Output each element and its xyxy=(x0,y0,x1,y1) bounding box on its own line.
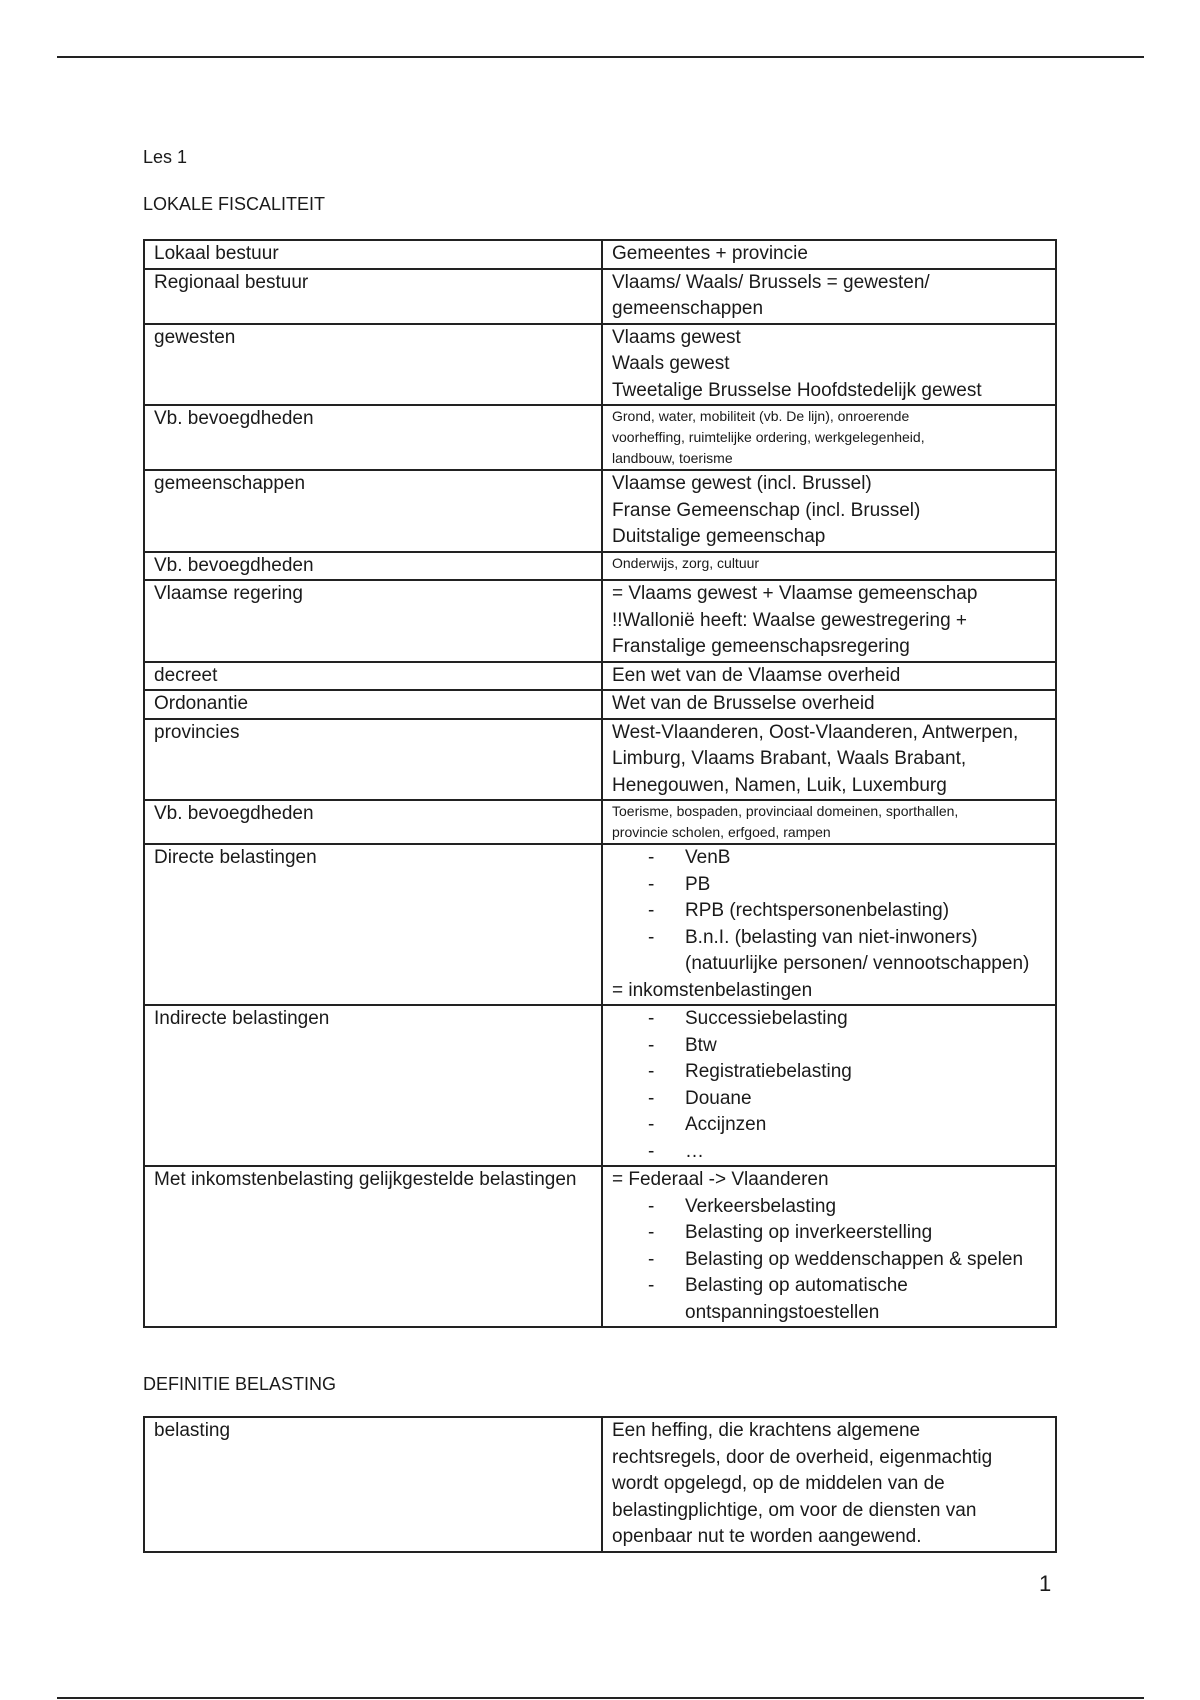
terms-table xyxy=(143,239,1057,1328)
term-cell: Vb. bevoegdheden xyxy=(144,405,602,470)
section-title-definition: DEFINITIE BELASTING xyxy=(143,1374,337,1394)
term-cell: Regionaal bestuur xyxy=(144,269,602,324)
term-cell: provincies xyxy=(144,719,602,801)
table-row xyxy=(144,240,1056,269)
list-item: - PB xyxy=(612,872,1046,899)
table-row xyxy=(144,844,1056,1005)
term-cell: Vb. bevoegdheden xyxy=(144,552,602,581)
list-item: - B.n.I. (belasting van niet-inwoners) (natuurlijke personen/ vennootschappen) xyxy=(612,925,1046,978)
description-cell xyxy=(602,690,1056,719)
cell-line: belastingplichtige, om voor de diensten van xyxy=(612,1499,977,1521)
term-cell: belasting xyxy=(144,1417,602,1552)
table-row xyxy=(144,719,1056,801)
table-row xyxy=(144,405,1056,470)
term-cell: gemeenschappen xyxy=(144,470,602,552)
cell-line: rechtsregels, door de overheid, eigenmachtig xyxy=(612,1446,993,1468)
cell-line: West-Vlaanderen, Oost-Vlaanderen, Antwerpen, xyxy=(612,721,1019,743)
table-row xyxy=(144,324,1056,406)
cell-line: landbouw, toerisme xyxy=(612,450,733,466)
cell-line: Een wet van de Vlaamse overheid xyxy=(612,664,901,686)
top-rule xyxy=(57,56,1144,58)
list-item: - Belasting op weddenschappen & spelen xyxy=(612,1247,1046,1274)
list-item: - Verkeersbelasting xyxy=(612,1194,1046,1221)
list-item: - Belasting op automatische ontspanningstoestellen xyxy=(612,1273,1046,1326)
bottom-rule xyxy=(57,1697,1144,1699)
definition-cell xyxy=(602,1417,1056,1552)
table-row xyxy=(144,690,1056,719)
term-cell: Met inkomstenbelasting gelijkgestelde belastingen xyxy=(144,1166,602,1327)
cell-line: Wet van de Brusselse overheid xyxy=(612,693,875,714)
cell-line: = Federaal -> Vlaanderen xyxy=(612,1169,829,1190)
list-item: - Belasting op inverkeerstelling xyxy=(612,1220,1046,1247)
bullet-list xyxy=(612,845,1046,978)
cell-line: = inkomstenbelastingen xyxy=(612,979,813,1001)
cell-line: !!Wallonië heeft: Waalse gewestregering + xyxy=(612,609,968,631)
table-row xyxy=(144,470,1056,552)
description-cell xyxy=(602,324,1056,406)
table-row xyxy=(144,1417,1056,1552)
term-cell: gewesten xyxy=(144,324,602,406)
list-item: - … xyxy=(612,1139,1046,1166)
cell-line: voorheffing, ruimtelijke ordering, werkgelegenheid, xyxy=(612,429,925,445)
table-row xyxy=(144,580,1056,662)
cell-line: Vlaams/ Waals/ Brussels = gewesten/ xyxy=(612,271,930,293)
term-cell: Ordonantie xyxy=(144,690,602,719)
cell-line: Limburg, Vlaams Brabant, Waals Brabant, xyxy=(612,748,967,769)
list-item: - Registratiebelasting xyxy=(612,1059,1046,1086)
term-cell: Lokaal bestuur xyxy=(144,240,602,269)
description-cell xyxy=(602,470,1056,552)
cell-line: Grond, water, mobiliteit (vb. De lijn), onroerende xyxy=(612,408,910,424)
table-row xyxy=(144,662,1056,691)
term-cell: Indirecte belastingen xyxy=(144,1005,602,1166)
table-row xyxy=(144,269,1056,324)
cell-line: Franse Gemeenschap (incl. Brussel) xyxy=(612,499,921,521)
cell-line: Duitstalige gemeenschap xyxy=(612,526,826,547)
term-cell: Vb. bevoegdheden xyxy=(144,800,602,844)
list-item: - Accijnzen xyxy=(612,1112,1046,1139)
bullet-list xyxy=(612,1194,1046,1327)
cell-line: provincie scholen, erfgoed, rampen xyxy=(612,824,831,840)
cell-line: openbaar nut te worden aangewend. xyxy=(612,1526,922,1547)
description-cell xyxy=(602,844,1056,1005)
term-cell: Directe belastingen xyxy=(144,844,602,1005)
description-cell xyxy=(602,269,1056,324)
table-row xyxy=(144,1166,1056,1327)
cell-line: Waals gewest xyxy=(612,353,730,374)
list-item: - Douane xyxy=(612,1086,1046,1113)
description-cell xyxy=(602,405,1056,470)
cell-line: Henegouwen, Namen, Luik, Luxemburg xyxy=(612,774,947,796)
table-row xyxy=(144,800,1056,844)
cell-line: = Vlaams gewest + Vlaamse gemeenschap xyxy=(612,583,978,604)
definition-table xyxy=(143,1416,1057,1553)
list-item: - Successiebelasting xyxy=(612,1006,1046,1033)
description-cell xyxy=(602,662,1056,691)
description-cell xyxy=(602,580,1056,662)
page-number: 1 xyxy=(1039,1571,1052,1596)
table-row xyxy=(144,1005,1056,1166)
cell-line: Vlaams gewest xyxy=(612,326,741,348)
description-cell xyxy=(602,240,1056,269)
cell-line: Vlaamse gewest (incl. Brussel) xyxy=(612,473,872,494)
term-cell: Vlaamse regering xyxy=(144,580,602,662)
list-item: - RPB (rechtspersonenbelasting) xyxy=(612,898,1046,925)
bullet-list xyxy=(612,1006,1046,1165)
term-cell: decreet xyxy=(144,662,602,691)
cell-line: Franstalige gemeenschapsregering xyxy=(612,636,910,657)
cell-line: Tweetalige Brusselse Hoofdstedelijk gewest xyxy=(612,379,982,401)
cell-line: Een heffing, die krachtens algemene xyxy=(612,1420,921,1441)
cell-line: gemeenschappen xyxy=(612,298,764,319)
section-title: LOKALE FISCALITEIT xyxy=(143,194,326,214)
description-cell xyxy=(602,552,1056,581)
lesson-label: Les 1 xyxy=(143,147,188,167)
cell-line: Gemeentes + provincie xyxy=(612,243,808,264)
cell-line: Onderwijs, zorg, cultuur xyxy=(612,554,760,571)
list-item: - Btw xyxy=(612,1033,1046,1060)
cell-line: Toerisme, bospaden, provinciaal domeinen, sporthallen, xyxy=(612,803,959,819)
description-cell xyxy=(602,719,1056,801)
description-cell xyxy=(602,800,1056,844)
table-row xyxy=(144,552,1056,581)
description-cell xyxy=(602,1005,1056,1166)
list-item: - VenB xyxy=(612,845,1046,872)
cell-line: wordt opgelegd, op de middelen van de xyxy=(612,1473,945,1494)
description-cell xyxy=(602,1166,1056,1327)
